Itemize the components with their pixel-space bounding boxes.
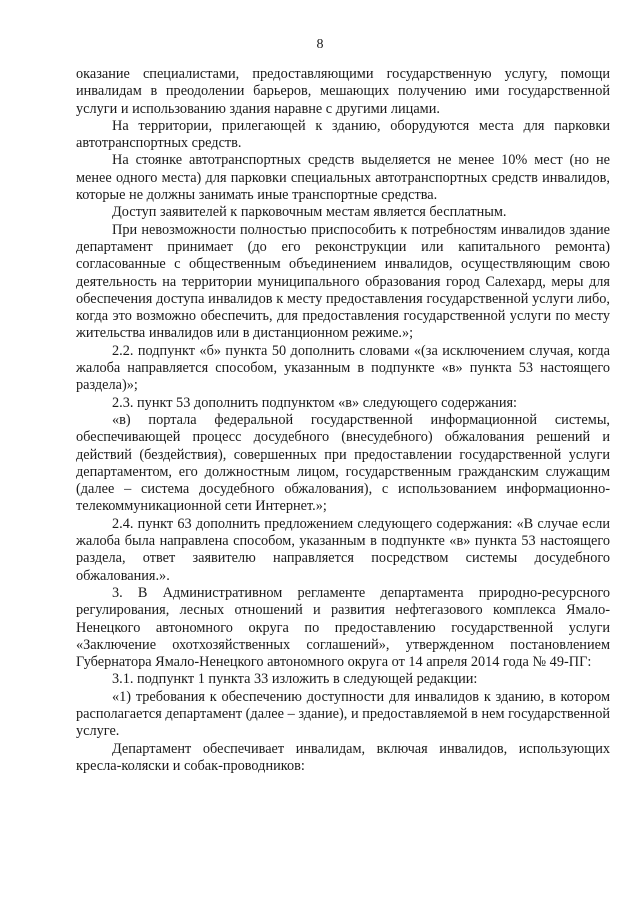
paragraph: Доступ заявителей к парковочным местам является бесплатным.	[112, 204, 507, 221]
paragraph: На территории, прилегающей к зданию, оборудуются места для парковки автотранспортных средств.	[76, 117, 610, 152]
paragraph: оказание специалистами, предоставляющими государственную услугу, помощи инвалидам в преодолении барьеров, мешающих получению ими государственной услуги и использованию здания наравне с другими лицами.	[76, 66, 610, 117]
paragraph: 2.4. пункт 63 дополнить предложением следующего содержания: «В случае если жалоба была направлена способом, указанным в подпункте «в» пункта 53 настоящего раздела, ответ заявителю направляется посредством системы досудебного обжалования.».	[76, 515, 610, 584]
page-number: 8	[316, 37, 324, 52]
paragraph: «в) портала федеральной государственной информационной системы, обеспечивающей процесс досудебного (внесудебного) обжалования решений и действий (бездействия), совершенных при предоставлении государственной услуги департаментом, его должностным лицом, государственным гражданским служащим (далее – система досудебного обжалования), с использованием информационно-телекоммуникационной сети Интернет.»;	[76, 411, 610, 515]
paragraph: 2.3. пункт 53 дополнить подпунктом «в» следующего содержания:	[112, 394, 518, 411]
paragraph: 3. В Административном регламенте департамента природно-ресурсного регулирования, лесных отношений и развития нефтегазового комплекса Ямало-Ненецкого автономного округа по предоставлению государственной услуги «Заключение охотхозяйственных соглашений», утвержденном постановлением Губернатора Ямало-Ненецкого автономного округа от 14 апреля 2014 года № 49-ПГ:	[76, 584, 610, 671]
document-body	[76, 66, 610, 775]
paragraph: 3.1. подпункт 1 пункта 33 изложить в следующей редакции:	[112, 671, 478, 688]
paragraph: «1) требования к обеспечению доступности для инвалидов к зданию, в котором располагается департамент (далее – здание), и предоставляемой в нем государственной услуге.	[76, 688, 610, 740]
paragraph: На стоянке автотранспортных средств выделяется не менее 10% мест (но не менее одного места) для парковки специальных автотранспортных средств инвалидов, которые не должны занимать иные транспортные средства.	[76, 152, 610, 204]
paragraph: 2.2. подпункт «б» пункта 50 дополнить словами «(за исключением случая, когда жалоба направляется способом, указанным в подпункте «в» пункта 53 настоящего раздела)»;	[76, 342, 610, 394]
paragraph: При невозможности полностью приспособить к потребностям инвалидов здание департамент принимает (до его реконструкции или капитального ремонта) согласованные с общественным объединением инвалидов, осуществляющим свою деятельность на территории муниципального образования город Салехард, меры для обеспечения доступа инвалидов к месту предоставления государственной услуги либо, когда это возможно обеспечить, для предоставления государственной услуги по месту жительства инвалидов или в дистанционном режиме.»;	[76, 221, 610, 342]
paragraph: Департамент обеспечивает инвалидам, включая инвалидов, использующих кресла-коляски и собак-проводников:	[76, 740, 610, 774]
